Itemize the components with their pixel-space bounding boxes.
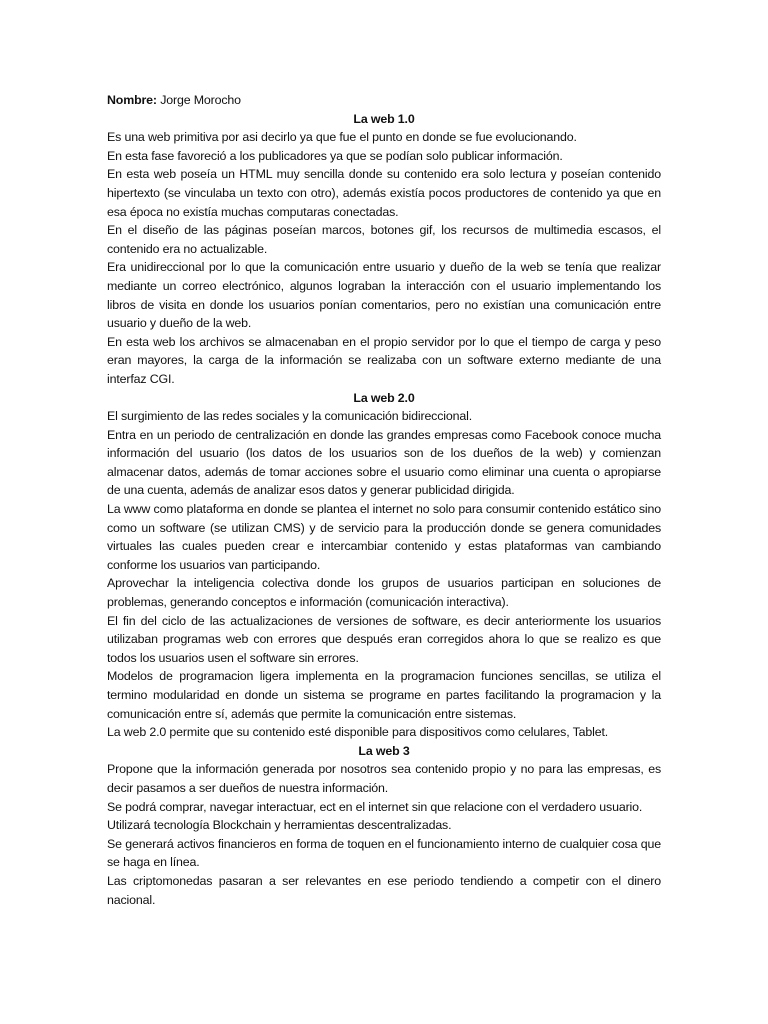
name-value: Jorge Morocho [156,93,241,107]
paragraph: Se generará activos financieros en forma de toquen en el funcionamiento interno de cualquier cosa que se haga en línea. [107,836,661,870]
paragraph: Aprovechar la inteligencia colectiva donde los grupos de usuarios participan en soluciones de problemas, generando conceptos e información (comunicación interactiva). [107,576,661,610]
name-label: Nombre: [107,93,157,107]
paragraph: Era unidireccional por lo que la comunicación entre usuario y dueño de la web se tenía que realizar mediante un correo electrónico, algunos lograban la interacción con el usuario implementando los libros de visita en donde los usuarios ponían comentarios, pero no existían una comunicación entre usuario y dueño de la web. [107,260,661,331]
paragraph: En el diseño de las páginas poseían marcos, botones gif, los recursos de multimedia escasos, el contenido era no actualizable. [107,223,661,256]
paragraph: Entra en un periodo de centralización en donde las grandes empresas como Facebook conoce mucha información del usuario (los datos de los usuarios son de los dueños de la web) y comienzan almacenar datos, además de tomar acciones sobre el usuario como eliminar una cuenta o apropiarse de una cuenta, además de analizar esos datos y generar publicidad dirigida. [107,427,661,498]
paragraph: En esta web los archivos se almacenaban en el propio servidor por lo que el tiempo de carga y peso eran mayores, la carga de la información se realizaba con un software externo mediante de una interfaz CGI. [107,334,661,386]
paragraph: Utilizará tecnología Blockchain y herramientas descentralizadas. [107,818,452,833]
paragraph: El fin del ciclo de las actualizaciones de versiones de software, es decir anteriormente los usuarios utilizaban programas web con errores que después eran corregidos ahora lo que se realizo es que todos los usuarios usen el software sin errores. [107,613,661,665]
paragraph: La www como plataforma en donde se plantea el internet no solo para consumir contenido estático sino como un software (se utilizan CMS) y de servicio para la producción donde se genera comunidades virtuales las cuales pueden crear e intercambiar contenido y estas plataformas van cambiando conforme los usuarios van participando. [107,502,661,572]
paragraph: La web 2.0 permite que su contenido esté disponible para dispositivos como celulares, Tablet. [107,725,609,740]
author-line [107,91,661,110]
paragraph: En esta fase favoreció a los publicadores ya que se podían solo publicar información. [107,148,563,163]
section-title-web-1: La web 1.0 [353,111,415,126]
paragraph: Modelos de programacion ligera implementa en la programacion funciones sencillas, se utiliza el termino modularidad en donde un sistema se programe en partes facilitando la programacion y la comunicación entre sí, además que permite la comunicación entre sistemas. [107,669,661,721]
paragraph: Las criptomonedas pasaran a ser relevantes en ese periodo tendiendo a competir con el dinero nacional. [107,873,661,907]
section-title-web-2: La web 2.0 [353,390,415,405]
document-page [107,91,661,909]
paragraph: Se podrá comprar, navegar interactuar, ect en el internet sin que relacione con el verdadero usuario. [107,799,643,814]
paragraph: En esta web poseía un HTML muy sencilla donde su contenido era solo lectura y poseían contenido hipertexto (se vinculaba un texto con otro), además existía pocos productores de contenido ya que en esa época no existía muchas computaras conectadas. [107,167,661,219]
paragraph: Propone que la información generada por nosotros sea contenido propio y no para las empresas, es decir pasamos a ser dueños de nuestra información. [107,762,661,795]
paragraph: Es una web primitiva por asi decirlo ya que fue el punto en donde se fue evolucionando. [107,130,577,145]
section-title-web-3: La web 3 [358,743,410,758]
paragraph: El surgimiento de las redes sociales y la comunicación bidireccional. [107,409,472,424]
